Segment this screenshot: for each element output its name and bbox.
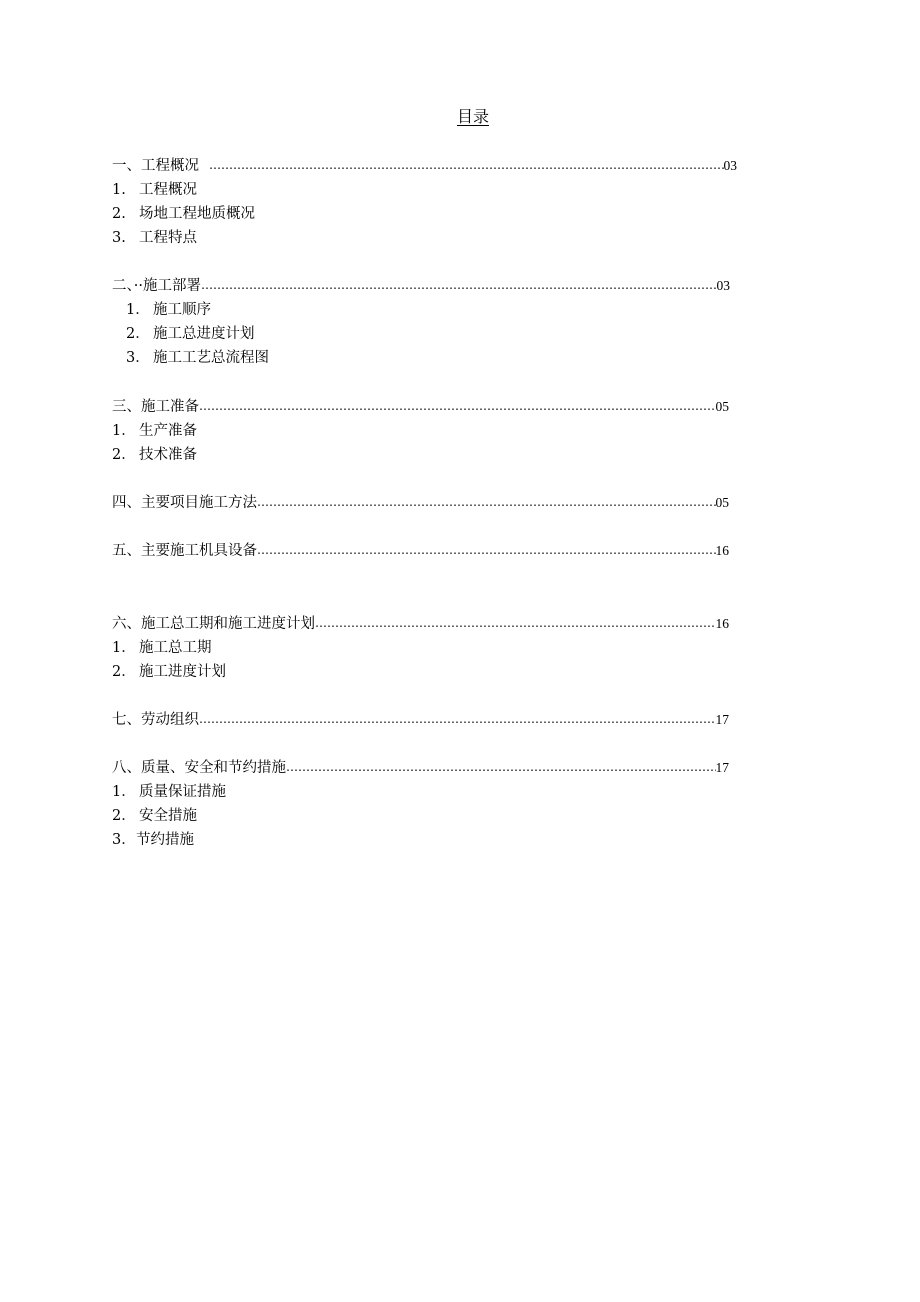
leader-dots [199,707,716,731]
toc-subentry-label: 施工总工期 [139,640,212,656]
toc-subentry-label: 施工总进度计划 [153,326,255,342]
toc-subentry-label: 施工顺序 [153,302,211,318]
toc-subentry-label: 工程概况 [139,182,197,198]
toc-subentry-8-2[interactable] [112,804,197,828]
toc-entry-2[interactable] [112,274,730,298]
toc-subentry-1-2[interactable] [112,202,255,226]
toc-subentry-2-3[interactable] [126,346,269,370]
item-number: 2． [112,447,136,463]
page-number: 05 [715,399,729,414]
toc-entry-label: 八、质量、安全和节约措施 [112,760,286,776]
toc-entry-label: 三、施工准备 [112,399,199,415]
item-number: 1． [112,784,136,800]
leader-dots [257,490,716,514]
toc-subentry-6-1[interactable] [112,636,212,660]
item-number: 3． [112,832,136,848]
toc-entry-8[interactable] [112,756,729,780]
toc-subentry-3-2[interactable] [112,443,197,467]
toc-entry-3[interactable] [112,395,729,419]
item-number: 1． [112,423,136,439]
item-number: 1． [112,640,136,656]
toc-subentry-label: 施工进度计划 [139,664,226,680]
page-number: 03 [723,158,737,173]
leader-dots [315,611,716,635]
toc-entry-label: 四、主要项目施工方法 [112,495,257,511]
page-number: 16 [715,543,729,558]
page-number: 16 [715,616,729,631]
leader-dots [257,538,716,562]
leader-dots [199,394,716,418]
toc-subentry-2-2[interactable] [126,322,255,346]
item-number: 3. [112,230,126,246]
toc-subentry-label: 生产准备 [139,423,197,439]
toc-subentry-3-1[interactable] [112,419,197,443]
item-number: 3． [126,350,150,366]
toc-title: 目录 [456,107,489,126]
item-number: 2． [112,664,136,680]
toc-entry-4[interactable] [112,491,729,515]
page-number: 05 [715,495,729,510]
toc-subentry-label: 质量保证措施 [139,784,226,800]
item-number: 2． [112,808,136,824]
toc-entry-label: 二、··施工部署 [112,278,201,294]
toc-subentry-label: 场地工程地质概况 [139,206,255,222]
toc-entry-label: 五、主要施工机具设备 [112,543,257,559]
item-number: 1. [112,182,126,198]
item-number: 1． [126,302,150,318]
toc-subentry-label: 施工工艺总流程图 [153,350,269,366]
page-number: 17 [715,760,729,775]
toc-subentry-1-1[interactable] [112,178,197,202]
toc-entry-6[interactable] [112,612,729,636]
toc-entry-7[interactable] [112,708,729,732]
toc-subentry-label: 安全措施 [139,808,197,824]
toc-subentry-8-1[interactable] [112,780,226,804]
toc-subentry-label: 节约措施 [136,832,194,848]
leader-dots [286,755,716,779]
toc-entry-label: 一、工程概况 [112,158,199,174]
toc-entry-label: 六、施工总工期和施工进度计划 [112,616,315,632]
toc-entry-label: 七、劳动组织 [112,712,199,728]
toc-subentry-8-3[interactable] [112,828,194,852]
toc-subentry-label: 工程特点 [139,230,197,246]
toc-entry-1[interactable] [112,154,737,178]
item-number: 2. [112,206,126,222]
toc-subentry-label: 技术准备 [139,447,197,463]
leader-dots [209,153,724,177]
toc-entry-5[interactable] [112,539,729,563]
item-number: 2． [126,326,150,342]
toc-subentry-2-1[interactable] [126,298,211,322]
toc-subentry-6-2[interactable] [112,660,226,684]
leader-dots [201,273,717,297]
page-number: 17 [715,712,729,727]
toc-subentry-1-3[interactable] [112,226,197,250]
page-number: 03 [716,278,730,293]
